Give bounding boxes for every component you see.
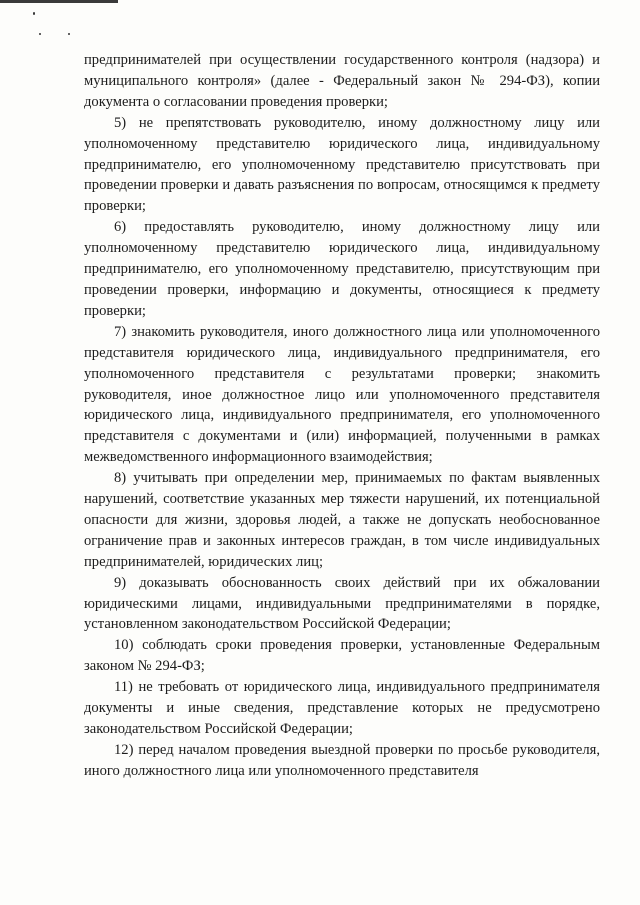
paragraph-item-7: 7) знакомить руководителя, иного должностного лица или уполномоченного представителя юридического лица, индивидуального предпринимателя, его уполномоченного представителя с результатами проверки; знакомить руководителя, иное должностное лицо или уполномоченного представителя юридического лица, индивидуального предпринимателя, его уполномоченного представителя с документами и (или) информацией, полученными в рамках межведомственного информационного взаимодействия;	[84, 323, 600, 466]
document-page	[84, 50, 600, 782]
scan-speck	[33, 12, 35, 15]
paragraph-item-5: 5) не препятствовать руководителю, иному должностному лицу или уполномоченному представителю юридического лица, индивидуальному предпринимателю, его уполномоченному представителю присутствовать при проведении проверки и давать разъяснения по вопросам, относящимся к предмету проверки;	[84, 114, 600, 215]
paragraph-continuation: предпринимателей при осуществлении государственного контроля (надзора) и муниципального контроля» (далее - Федеральный закон № 294-ФЗ), копии документа о согласовании проведения проверки;	[84, 52, 600, 110]
paragraph-item-12: 12) перед началом проведения выездной проверки по просьбе руководителя, иного должностного лица или уполномоченного представителя	[84, 741, 600, 779]
paragraph-item-8: 8) учитывать при определении мер, принимаемых по фактам выявленных нарушений, соответствие указанных мер тяжести нарушений, их потенциальной опасности для жизни, здоровья людей, а также не допускать необоснованное ограничение прав и законных интересов граждан, в том числе индивидуальных предпринимателей, юридических лиц;	[84, 470, 600, 570]
paragraph-item-10: 10) соблюдать сроки проведения проверки, установленные Федеральным законом № 294-ФЗ;	[84, 637, 600, 675]
scan-speck	[68, 33, 70, 35]
paragraph-item-9: 9) доказывать обоснованность своих действий при их обжаловании юридическими лицами, индивидуальными предпринимателями в порядке, установленном законодательством Российской Федерации;	[84, 574, 600, 633]
scan-edge-mark	[0, 0, 118, 3]
scan-speck	[39, 33, 41, 35]
paragraph-item-11: 11) не требовать от юридического лица, индивидуального предпринимателя документы и иные сведения, представление которых не предусмотрено законодательством Российской Федерации;	[84, 679, 600, 737]
paragraph-item-6: 6) предоставлять руководителю, иному должностному лицу или уполномоченному представителю юридического лица, индивидуальному предпринимателю, его уполномоченному представителю, присутствующим при проведении проверки, информацию и документы, относящиеся к предмету проверки;	[84, 219, 600, 319]
